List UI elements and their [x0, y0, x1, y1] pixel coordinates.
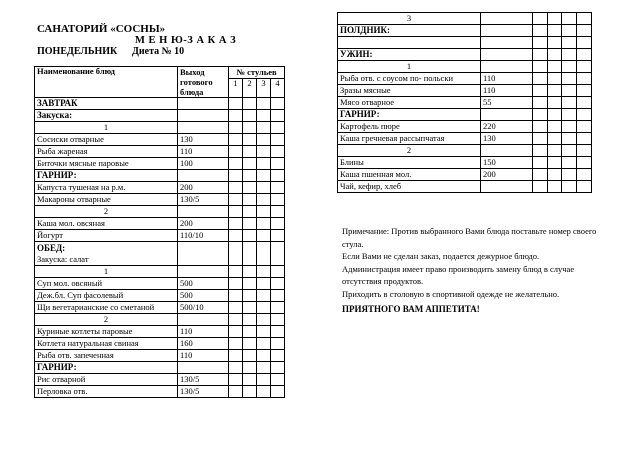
table-row: [35, 194, 285, 206]
option-number: 1: [35, 266, 178, 278]
chair-checkbox-cell[interactable]: [271, 362, 285, 374]
chair-checkbox-cell[interactable]: [243, 182, 257, 194]
chair-checkbox-cell[interactable]: [257, 314, 271, 326]
dish-output: 130/5: [178, 386, 229, 398]
notes-block: [342, 225, 607, 300]
section-title: ГАРНИР:: [35, 362, 178, 374]
chair-checkbox-cell[interactable]: [243, 194, 257, 206]
table-row: [35, 374, 285, 386]
chair-checkbox-cell[interactable]: [577, 85, 592, 97]
table-row: [338, 121, 592, 133]
chair-checkbox-cell[interactable]: [229, 194, 243, 206]
dish-output: [481, 145, 533, 157]
chair-checkbox-cell[interactable]: [229, 182, 243, 194]
chair-checkbox-cell[interactable]: [229, 230, 243, 242]
chair-checkbox-cell[interactable]: [229, 350, 243, 362]
chair-checkbox-cell[interactable]: [271, 350, 285, 362]
chair-checkbox-cell[interactable]: [533, 157, 548, 169]
chair-checkbox-cell[interactable]: [229, 170, 243, 182]
chair-checkbox-cell[interactable]: [243, 230, 257, 242]
table-row: [35, 158, 285, 170]
chair-checkbox-cell[interactable]: [229, 146, 243, 158]
chair-checkbox-cell[interactable]: [257, 326, 271, 338]
chair-checkbox-cell[interactable]: [229, 206, 243, 218]
left-menu-table: [34, 66, 285, 398]
diet-label: Диета № 10: [132, 46, 185, 57]
chair-checkbox-cell[interactable]: [229, 134, 243, 146]
chair-checkbox-cell[interactable]: [257, 266, 271, 278]
chair-checkbox-cell[interactable]: [548, 145, 562, 157]
table-row: [338, 109, 592, 121]
table-row: [35, 206, 285, 218]
chair-checkbox-cell[interactable]: [271, 194, 285, 206]
option-number: 1: [338, 61, 481, 73]
section-title: ГАРНИР:: [338, 109, 481, 121]
dish-output: [178, 266, 229, 278]
chair-checkbox-cell[interactable]: [271, 314, 285, 326]
table-row: [35, 314, 285, 326]
dish-output: [178, 110, 229, 122]
chair-checkbox-cell[interactable]: [257, 386, 271, 398]
chair-checkbox-cell[interactable]: [548, 73, 562, 85]
dish-output: 500/10: [178, 302, 229, 314]
column-header-name: Наименование блюд: [35, 67, 178, 98]
chair-checkbox-cell[interactable]: [562, 25, 577, 37]
chair-checkbox-cell[interactable]: [257, 122, 271, 134]
dish-name: Сосиски отварные: [35, 134, 178, 146]
chair-checkbox-cell[interactable]: [257, 338, 271, 350]
chair-number: 2: [243, 79, 257, 98]
chair-checkbox-cell[interactable]: [243, 338, 257, 350]
menu-title: М Е Н Ю-З А К А З: [135, 35, 237, 46]
chair-checkbox-cell[interactable]: [562, 169, 577, 181]
dish-output: 500: [178, 278, 229, 290]
chair-checkbox-cell[interactable]: [257, 194, 271, 206]
empty-cell: [338, 37, 481, 49]
chair-checkbox-cell[interactable]: [271, 290, 285, 302]
chair-checkbox-cell[interactable]: [271, 158, 285, 170]
chair-checkbox-cell[interactable]: [243, 170, 257, 182]
dish-output: 110: [178, 326, 229, 338]
note-line: Примечание: Против выбранного Вами блюда поставьте номер своего стула.: [342, 226, 597, 249]
chair-checkbox-cell[interactable]: [271, 122, 285, 134]
chair-checkbox-cell[interactable]: [257, 182, 271, 194]
table-row: [338, 73, 592, 85]
dish-name: Щи вегетарианские со сметаной: [35, 302, 178, 314]
chair-checkbox-cell[interactable]: [257, 350, 271, 362]
dish-name: Биточки мясные паровые: [35, 158, 178, 170]
dish-name: Картофель пюре: [338, 121, 481, 133]
table-row: [35, 230, 285, 242]
chair-checkbox-cell[interactable]: [562, 85, 577, 97]
chair-checkbox-cell[interactable]: [562, 13, 577, 25]
dish-output: 500: [178, 290, 229, 302]
dish-output: [178, 122, 229, 134]
chair-checkbox-cell[interactable]: [243, 206, 257, 218]
chair-checkbox-cell[interactable]: [229, 374, 243, 386]
chair-checkbox-cell[interactable]: [533, 13, 548, 25]
chair-checkbox-cell[interactable]: [533, 133, 548, 145]
dish-name: Каша пшенная мол.: [338, 169, 481, 181]
chair-checkbox-cell[interactable]: [271, 98, 285, 110]
chair-checkbox-cell[interactable]: [257, 278, 271, 290]
day-label: ПОНЕДЕЛЬНИК: [37, 46, 118, 57]
chair-checkbox-cell[interactable]: [548, 25, 562, 37]
chair-checkbox-cell[interactable]: [257, 98, 271, 110]
dish-output: 150: [481, 157, 533, 169]
meal-section-title: ОБЕД:: [37, 242, 66, 253]
chair-checkbox-cell[interactable]: [243, 122, 257, 134]
chair-checkbox-cell[interactable]: [229, 362, 243, 374]
dish-output: [481, 109, 533, 121]
table-row: [338, 61, 592, 73]
chair-checkbox-cell[interactable]: [533, 121, 548, 133]
dish-output: [481, 181, 533, 193]
chair-checkbox-cell[interactable]: [577, 25, 592, 37]
chair-checkbox-cell[interactable]: [533, 85, 548, 97]
chair-checkbox-cell[interactable]: [577, 73, 592, 85]
chair-checkbox-cell[interactable]: [229, 242, 243, 266]
chair-checkbox-cell[interactable]: [257, 110, 271, 122]
chair-checkbox-cell[interactable]: [257, 230, 271, 242]
dish-name: Деж.бл. Суп фасолевый: [35, 290, 178, 302]
chair-checkbox-cell[interactable]: [548, 37, 562, 49]
chair-checkbox-cell[interactable]: [533, 109, 548, 121]
dish-output: 110: [178, 350, 229, 362]
chair-checkbox-cell[interactable]: [548, 181, 562, 193]
table-row: [35, 134, 285, 146]
chair-checkbox-cell[interactable]: [577, 49, 592, 61]
table-row: [338, 133, 592, 145]
chair-checkbox-cell[interactable]: [257, 374, 271, 386]
chair-checkbox-cell[interactable]: [229, 314, 243, 326]
chair-checkbox-cell[interactable]: [271, 338, 285, 350]
chair-checkbox-cell[interactable]: [562, 133, 577, 145]
dish-output: [481, 25, 533, 37]
dish-name: Куриные котлеты паровые: [35, 326, 178, 338]
chair-checkbox-cell[interactable]: [271, 146, 285, 158]
dish-output: 200: [178, 182, 229, 194]
chair-checkbox-cell[interactable]: [533, 49, 548, 61]
table-row: [35, 266, 285, 278]
note-line: Администрация имеет право производить замену блюд в случае отсутствия продуктов.: [342, 263, 575, 286]
section-title: ГАРНИР:: [35, 170, 178, 182]
chair-checkbox-cell[interactable]: [243, 374, 257, 386]
chair-checkbox-cell[interactable]: [243, 362, 257, 374]
dish-output: 110: [481, 85, 533, 97]
chair-checkbox-cell[interactable]: [243, 146, 257, 158]
section-title: УЖИН:: [338, 49, 481, 61]
chair-checkbox-cell[interactable]: [577, 37, 592, 49]
chair-number: 3: [257, 79, 271, 98]
chair-checkbox-cell[interactable]: [257, 134, 271, 146]
note-line: Приходить в столовую в спортивной одежде не желательно.: [342, 288, 560, 299]
option-number: 1: [35, 122, 178, 134]
dish-output: 55: [481, 97, 533, 109]
chair-checkbox-cell[interactable]: [257, 218, 271, 230]
chair-checkbox-cell[interactable]: [271, 110, 285, 122]
dish-output: 130/5: [178, 194, 229, 206]
table-row: [35, 98, 285, 110]
chair-checkbox-cell[interactable]: [229, 122, 243, 134]
chair-checkbox-cell[interactable]: [533, 61, 548, 73]
bon-appetit: ПРИЯТНОГО ВАМ АППЕТИТА!: [342, 304, 480, 314]
chair-checkbox-cell[interactable]: [577, 157, 592, 169]
chair-checkbox-cell[interactable]: [229, 338, 243, 350]
dish-output: 200: [481, 169, 533, 181]
dish-name: Суп мол. овсяный: [35, 278, 178, 290]
table-row: [35, 218, 285, 230]
chair-checkbox-cell[interactable]: [257, 170, 271, 182]
dish-output: 110/10: [178, 230, 229, 242]
dish-output: [481, 13, 533, 25]
chair-checkbox-cell[interactable]: [257, 206, 271, 218]
table-row: [338, 169, 592, 181]
chair-checkbox-cell[interactable]: [243, 314, 257, 326]
section-subtitle: Закуска: салат: [37, 253, 89, 264]
chair-checkbox-cell[interactable]: [577, 181, 592, 193]
table-row: [338, 85, 592, 97]
section-title: ЗАВТРАК: [35, 98, 178, 110]
option-number: 3: [338, 13, 481, 25]
chair-checkbox-cell[interactable]: [257, 290, 271, 302]
chair-checkbox-cell[interactable]: [271, 326, 285, 338]
dish-output: 110: [481, 73, 533, 85]
meal-section-cell: [35, 242, 178, 266]
dish-name: Каша мол. овсяная: [35, 218, 178, 230]
column-header-output: Выход готового блюда: [178, 67, 229, 98]
chair-checkbox-cell[interactable]: [548, 169, 562, 181]
chair-checkbox-cell[interactable]: [548, 97, 562, 109]
chair-checkbox-cell[interactable]: [548, 109, 562, 121]
chair-checkbox-cell[interactable]: [243, 326, 257, 338]
chair-checkbox-cell[interactable]: [577, 121, 592, 133]
table-row: [35, 146, 285, 158]
dish-output: 100: [178, 158, 229, 170]
dish-output: [481, 37, 533, 49]
note-line: Если Вами не сделан заказ, подается дежурное блюдо.: [342, 251, 540, 261]
chair-checkbox-cell[interactable]: [229, 386, 243, 398]
chair-checkbox-cell[interactable]: [562, 37, 577, 49]
chair-checkbox-cell[interactable]: [548, 85, 562, 97]
chair-checkbox-cell[interactable]: [229, 290, 243, 302]
sanatorium-name: САНАТОРИЙ «СОСНЫ»: [37, 23, 166, 35]
chair-number: 4: [271, 79, 285, 98]
dish-output: 200: [178, 218, 229, 230]
dish-output: [178, 362, 229, 374]
table-row: [35, 326, 285, 338]
chair-checkbox-cell[interactable]: [562, 145, 577, 157]
chair-checkbox-cell[interactable]: [229, 278, 243, 290]
dish-name: Мясо отварное: [338, 97, 481, 109]
dish-output: [178, 242, 229, 266]
chair-checkbox-cell[interactable]: [271, 386, 285, 398]
dish-output: 130: [481, 133, 533, 145]
chair-checkbox-cell[interactable]: [257, 362, 271, 374]
dish-name: Рыба жареная: [35, 146, 178, 158]
chair-checkbox-cell[interactable]: [271, 374, 285, 386]
chair-checkbox-cell[interactable]: [257, 242, 271, 266]
chair-checkbox-cell[interactable]: [533, 169, 548, 181]
chair-checkbox-cell[interactable]: [229, 110, 243, 122]
dish-output: 110: [178, 146, 229, 158]
chair-checkbox-cell[interactable]: [229, 302, 243, 314]
dish-name: Зразы мясные: [338, 85, 481, 97]
dish-name: Йогурт: [35, 230, 178, 242]
chair-checkbox-cell[interactable]: [243, 266, 257, 278]
dish-output: 220: [481, 121, 533, 133]
table-row: [35, 122, 285, 134]
chair-checkbox-cell[interactable]: [562, 157, 577, 169]
chair-checkbox-cell[interactable]: [229, 98, 243, 110]
table-row: [338, 97, 592, 109]
chair-checkbox-cell[interactable]: [229, 266, 243, 278]
dish-output: 130/5: [178, 374, 229, 386]
dish-name: Блины: [338, 157, 481, 169]
dish-output: 130: [178, 134, 229, 146]
dish-name: Перловка отв.: [35, 386, 178, 398]
chair-checkbox-cell[interactable]: [243, 350, 257, 362]
table-row: [338, 37, 592, 49]
chair-checkbox-cell[interactable]: [229, 218, 243, 230]
chair-checkbox-cell[interactable]: [562, 97, 577, 109]
chair-checkbox-cell[interactable]: [271, 266, 285, 278]
chair-checkbox-cell[interactable]: [271, 206, 285, 218]
chair-checkbox-cell[interactable]: [243, 218, 257, 230]
chair-checkbox-cell[interactable]: [271, 242, 285, 266]
chair-checkbox-cell[interactable]: [548, 157, 562, 169]
table-row: [35, 170, 285, 182]
chair-checkbox-cell[interactable]: [271, 170, 285, 182]
table-row: [35, 182, 285, 194]
chair-checkbox-cell[interactable]: [533, 181, 548, 193]
chair-checkbox-cell[interactable]: [577, 61, 592, 73]
table-row: [35, 362, 285, 374]
chair-checkbox-cell[interactable]: [562, 109, 577, 121]
chair-checkbox-cell[interactable]: [229, 326, 243, 338]
table-row: [35, 290, 285, 302]
chair-checkbox-cell[interactable]: [577, 109, 592, 121]
option-number: 2: [35, 314, 178, 326]
chair-checkbox-cell[interactable]: [271, 134, 285, 146]
table-row: [35, 386, 285, 398]
option-number: 2: [338, 145, 481, 157]
chair-checkbox-cell[interactable]: [243, 290, 257, 302]
chair-checkbox-cell[interactable]: [562, 61, 577, 73]
table-row: [35, 278, 285, 290]
chair-checkbox-cell[interactable]: [577, 145, 592, 157]
chair-checkbox-cell[interactable]: [548, 49, 562, 61]
chair-checkbox-cell[interactable]: [577, 97, 592, 109]
chair-checkbox-cell[interactable]: [229, 158, 243, 170]
dish-name: Рыба отв. запеченная: [35, 350, 178, 362]
dish-name: Котлета натуральная свиная: [35, 338, 178, 350]
chair-checkbox-cell[interactable]: [548, 13, 562, 25]
chair-checkbox-cell[interactable]: [577, 169, 592, 181]
table-row: [338, 145, 592, 157]
chair-checkbox-cell[interactable]: [548, 121, 562, 133]
chair-checkbox-cell[interactable]: [562, 121, 577, 133]
chair-checkbox-cell[interactable]: [271, 302, 285, 314]
chair-checkbox-cell[interactable]: [243, 302, 257, 314]
column-header-chairs: № стульев: [229, 67, 285, 79]
dish-name: Каша гречневая рассыпчатая: [338, 133, 481, 145]
chair-checkbox-cell[interactable]: [257, 146, 271, 158]
chair-checkbox-cell[interactable]: [548, 133, 562, 145]
table-row: [35, 110, 285, 122]
table-row: [338, 181, 592, 193]
dish-output: [178, 170, 229, 182]
chair-checkbox-cell[interactable]: [533, 97, 548, 109]
chair-checkbox-cell[interactable]: [271, 218, 285, 230]
chair-checkbox-cell[interactable]: [562, 49, 577, 61]
table-row: [338, 25, 592, 37]
dish-output: [481, 49, 533, 61]
chair-checkbox-cell[interactable]: [562, 181, 577, 193]
chair-checkbox-cell[interactable]: [548, 61, 562, 73]
chair-checkbox-cell[interactable]: [243, 134, 257, 146]
dish-name: Капуста тушеная на р.м.: [35, 182, 178, 194]
table-row: [35, 338, 285, 350]
table-row: [338, 49, 592, 61]
table-row: [35, 302, 285, 314]
dish-name: Чай, кефир, хлеб: [338, 181, 481, 193]
dish-output: [178, 206, 229, 218]
chair-checkbox-cell[interactable]: [243, 110, 257, 122]
chair-number: 1: [229, 79, 243, 98]
subsection-label: Закуска:: [35, 110, 178, 122]
section-title: ПОЛДНИК:: [338, 25, 481, 37]
chair-checkbox-cell[interactable]: [243, 98, 257, 110]
chair-checkbox-cell[interactable]: [577, 133, 592, 145]
chair-checkbox-cell[interactable]: [271, 278, 285, 290]
right-menu-table: [337, 12, 592, 193]
chair-checkbox-cell[interactable]: [243, 278, 257, 290]
dish-output: [178, 314, 229, 326]
dish-output: 160: [178, 338, 229, 350]
chair-checkbox-cell[interactable]: [257, 302, 271, 314]
chair-checkbox-cell[interactable]: [533, 25, 548, 37]
chair-checkbox-cell[interactable]: [243, 386, 257, 398]
chair-checkbox-cell[interactable]: [271, 182, 285, 194]
chair-checkbox-cell[interactable]: [577, 13, 592, 25]
chair-checkbox-cell[interactable]: [243, 242, 257, 266]
chair-checkbox-cell[interactable]: [533, 145, 548, 157]
dish-name: Рыба отв. с соусом по- польски: [338, 73, 481, 85]
chair-checkbox-cell[interactable]: [257, 158, 271, 170]
option-number: 2: [35, 206, 178, 218]
chair-checkbox-cell[interactable]: [562, 73, 577, 85]
dish-output: [481, 61, 533, 73]
dish-output: [178, 98, 229, 110]
chair-checkbox-cell[interactable]: [533, 73, 548, 85]
chair-checkbox-cell[interactable]: [533, 37, 548, 49]
dish-name: Рис отварной: [35, 374, 178, 386]
table-row: [35, 242, 285, 266]
chair-checkbox-cell[interactable]: [271, 230, 285, 242]
table-row: [338, 13, 592, 25]
table-row: [35, 350, 285, 362]
dish-name: Макароны отварные: [35, 194, 178, 206]
chair-checkbox-cell[interactable]: [243, 158, 257, 170]
table-row: [338, 157, 592, 169]
